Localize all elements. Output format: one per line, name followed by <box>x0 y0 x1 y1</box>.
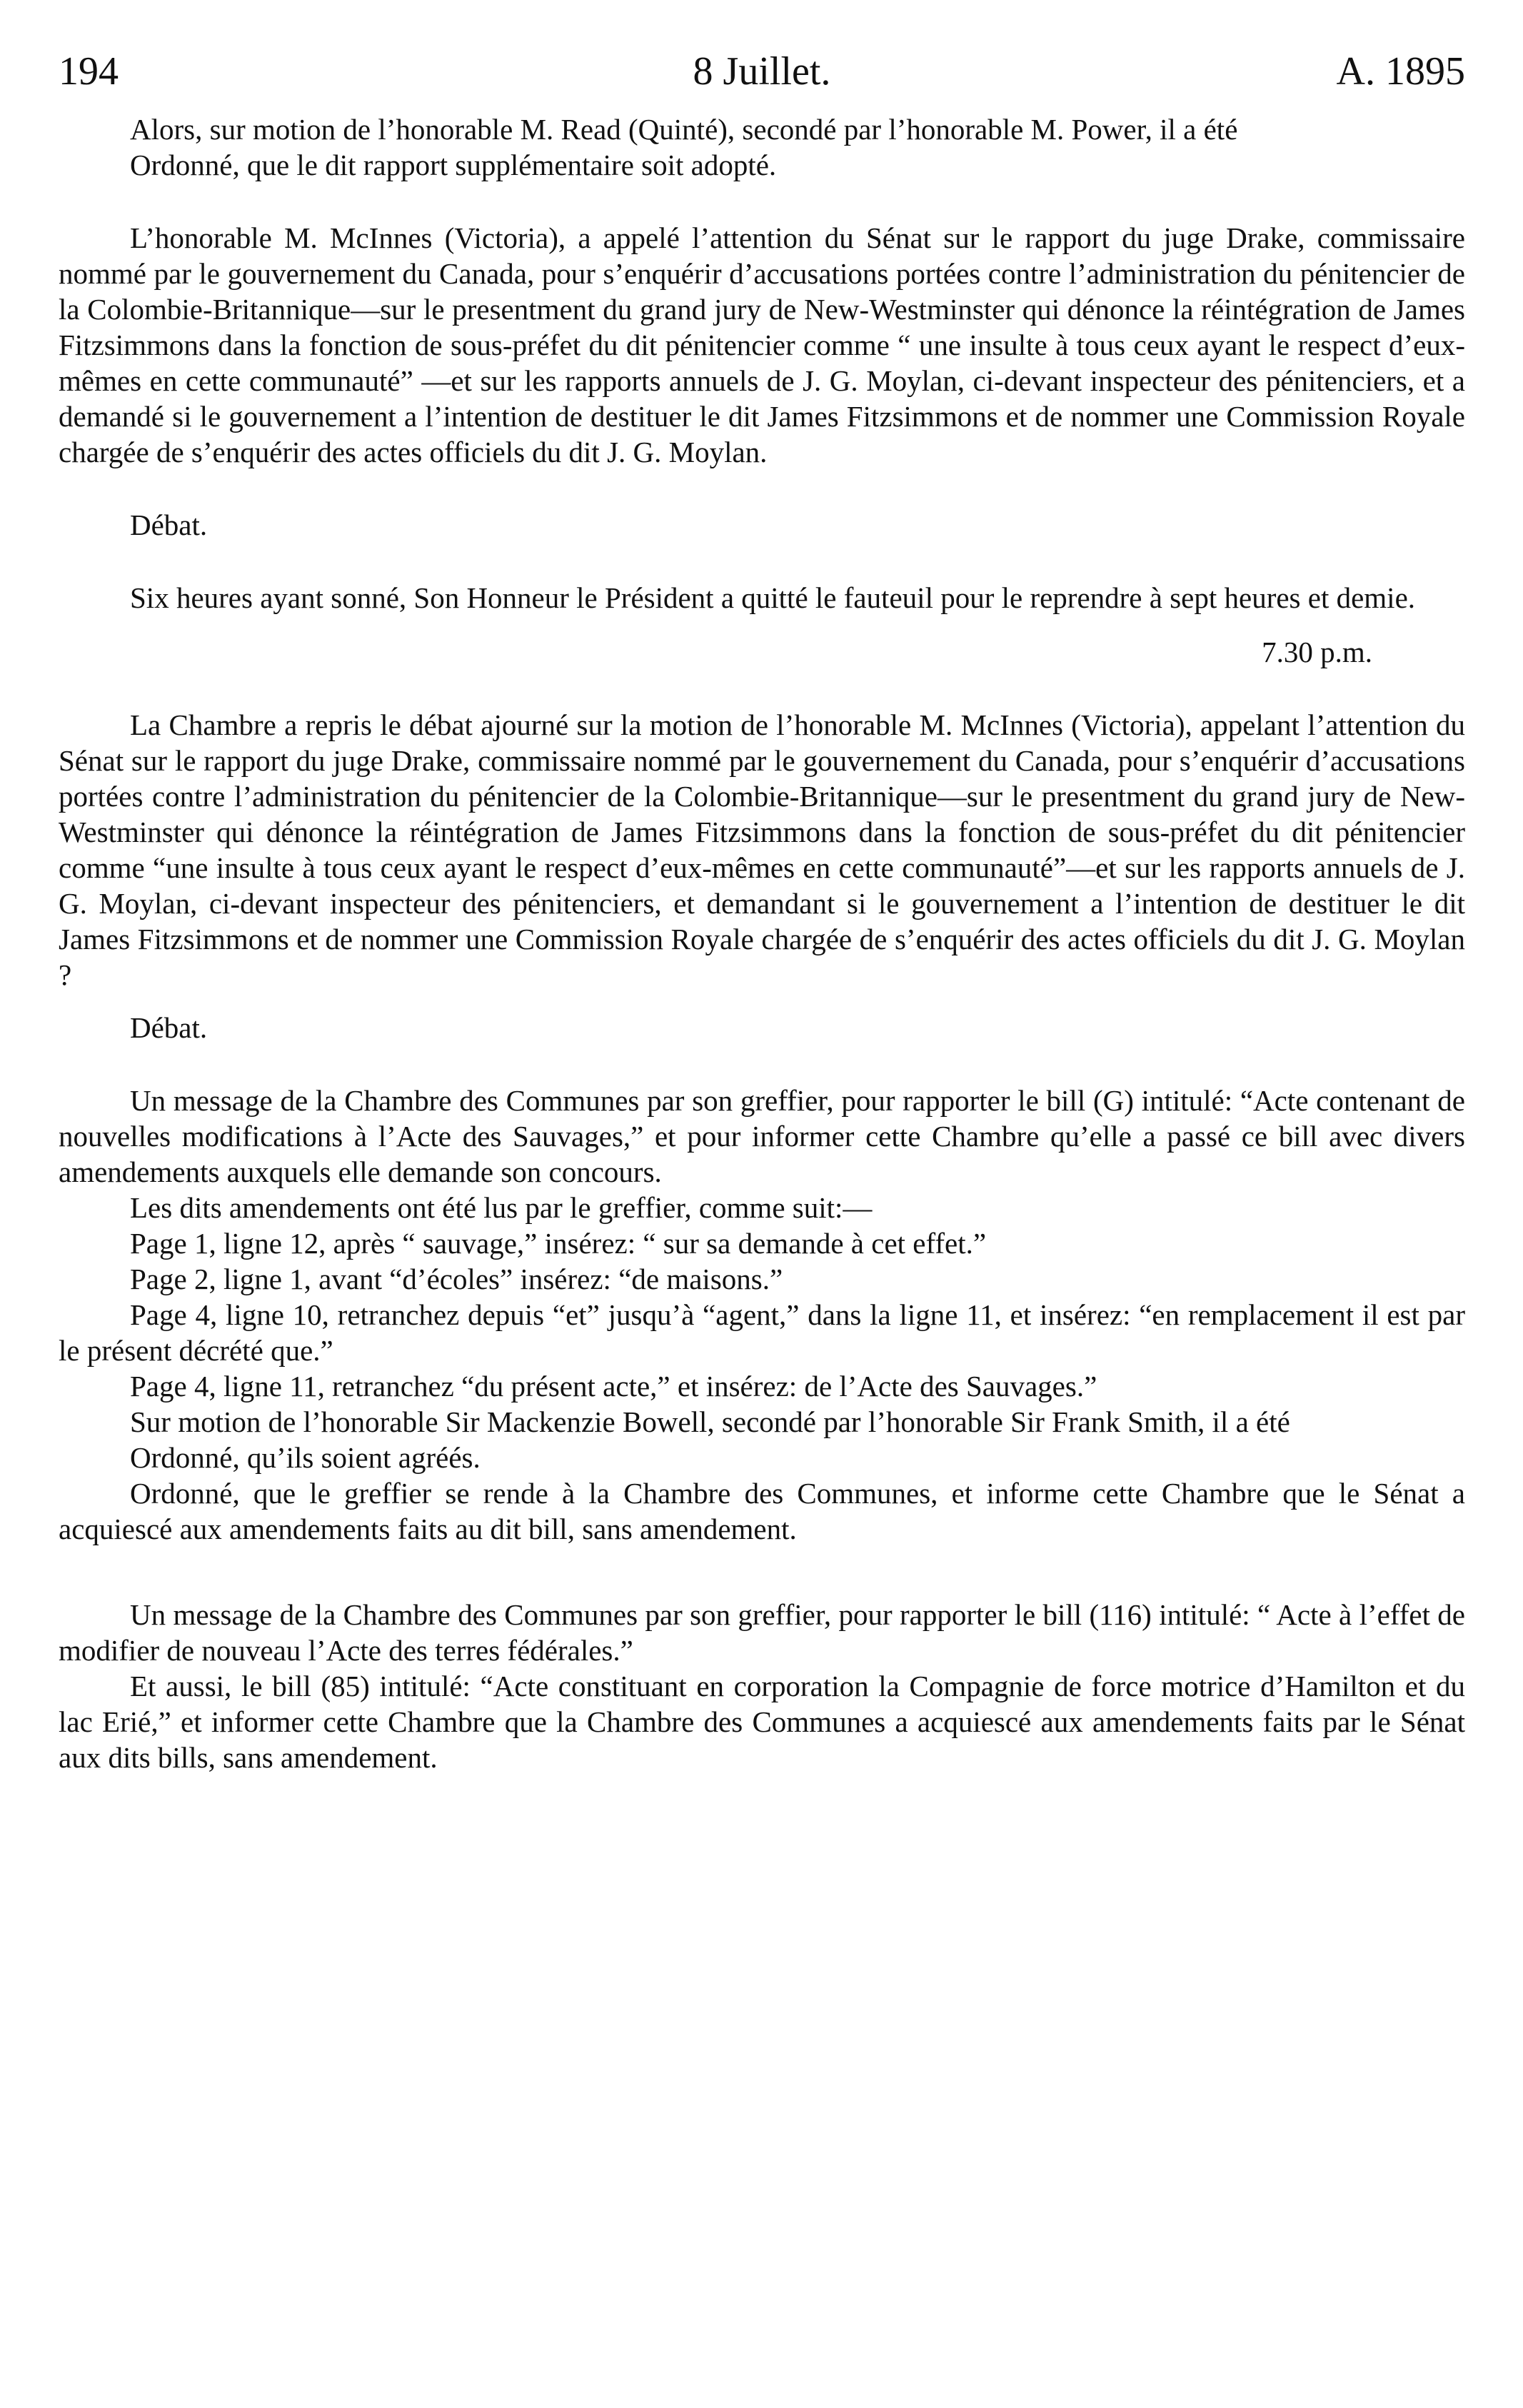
amendment-page-1: Page 1, ligne 12, après “ sauvage,” insérez: “ sur sa demande à cet effet.” <box>130 1227 987 1260</box>
paragraph-motion-bowell: Sur motion de l’honorable Sir Mackenzie Bowell, secondé par l’honorable Sir Frank Smith, il a été <box>130 1405 1290 1438</box>
page-number: 194 <box>59 49 119 94</box>
paragraph-bill-85: Et aussi, le bill (85) intitulé: “Acte constituant en corporation la Compagnie de force motrice d’Hamilton et du lac Erié,” et informer cette Chambre que la Chambre des Communes a acquiescé aux amendements faits par le Sénat aux dits bills, sans amendement. <box>59 1670 1465 1774</box>
paragraph-ordonne-agrees: Ordonné, qu’ils soient agréés. <box>130 1441 481 1474</box>
paragraph-mcinnes-attention: L’honorable M. McInnes (Victoria), a appelé l’attention du Sénat sur le rapport du juge Drake, commissaire nommé par le gouvernement du Canada, pour s’enquérir d’accusations portées contre l’administration du pénitencier de la Colombie-Britannique—sur le presentment du grand jury de New-Westminster qui dénonce la réintégration de James Fitzsimmons dans la fonction de sous-préfet du dit pénitencier comme “ une insulte à tous ceux ayant le respect d’eux-mêmes en cette communauté” —et sur les rapports annuels de J. G. Moylan, ci-devant inspecteur des pénitenciers, et a demandé si le gouvernement a l’intention de destituer le dit James Fitzsimmons et de nommer une Commission Royale chargée de s’enquérir des actes officiels du dit J. G. Moylan. <box>59 221 1465 468</box>
document-page <box>59 43 1465 1775</box>
paragraph-debat-ajourne: La Chambre a repris le débat ajourné sur la motion de l’honorable M. McInnes (Victoria), appelant l’attention du Sénat sur le rapport du juge Drake, commissaire nommé par le gouvernement du Canada, pour s’enquérir d’accusations portées contre l’administration du pénitencier de la Colombie-Britannique—sur le presentment du grand jury de New-Westminster qui dénonce la réintégration de James Fitzsimmons dans la fonction de sous-préfet du dit pénitencier comme “une insulte à tous ceux ayant le respect d’eux-mêmes en cette communauté”—et sur les rapports annuels de J. G. Moylan, ci-devant inspecteur des pénitenciers, et demandant si le gouvernement a l’intention de destituer le dit James Fitzsimmons et de nommer une Commission Royale chargée de s’enquérir des actes officiels du dit J. G. Moylan ? <box>59 708 1465 991</box>
paragraph-ordonne-rapport: Ordonné, que le dit rapport supplémentaire soit adopté. <box>130 149 777 181</box>
paragraph-debat-2: Débat. <box>130 1011 208 1044</box>
paragraph-debat-1: Débat. <box>130 508 208 541</box>
paragraph-ordonne-greffier: Ordonné, que le greffier se rende à la Chambre des Communes, et informe cette Chambre que le Sénat a acquiescé aux amendements faits au dit bill, sans amendement. <box>59 1477 1465 1545</box>
paragraph-message-bill-g: Un message de la Chambre des Communes par son greffier, pour rapporter le bill (G) intitulé: “Acte contenant de nouvelles modifications à l’Acte des Sauvages,” et pour informer cette Chambre qu’elle a passé ce bill avec divers amendements auxquels elle demande son concours. <box>59 1084 1465 1188</box>
header-year: A. 1895 <box>1336 49 1465 94</box>
page-header <box>59 43 1465 100</box>
amendment-page-4-ligne-11: Page 4, ligne 11, retranchez “du présent acte,” et insérez: de l’Acte des Sauvages.” <box>130 1370 1097 1403</box>
paragraph-message-bill-116: Un message de la Chambre des Communes par son greffier, pour rapporter le bill (116) intitulé: “ Acte à l’effet de modifier de nouveau l’Acte des terres fédérales.” <box>59 1598 1465 1667</box>
paragraph-motion-read: Alors, sur motion de l’honorable M. Read (Quinté), secondé par l’honorable M. Power, il a été <box>130 113 1238 146</box>
time-stamp: 7.30 p.m. <box>1262 636 1372 668</box>
paragraph-amendements-lus: Les dits amendements ont été lus par le greffier, comme suit:— <box>130 1191 873 1224</box>
amendment-page-2: Page 2, ligne 1, avant “d’écoles” insérez: “de maisons.” <box>130 1263 783 1295</box>
header-date: 8 Juillet. <box>693 49 831 94</box>
paragraph-six-heures: Six heures ayant sonné, Son Honneur le Président a quitté le fauteuil pour le reprendre à sept heures et demie. <box>130 581 1416 614</box>
amendment-page-4-ligne-10: Page 4, ligne 10, retranchez depuis “et” jusqu’à “agent,” dans la ligne 11, et insérez: “en remplacement il est par le présent décrété que.” <box>59 1298 1465 1367</box>
